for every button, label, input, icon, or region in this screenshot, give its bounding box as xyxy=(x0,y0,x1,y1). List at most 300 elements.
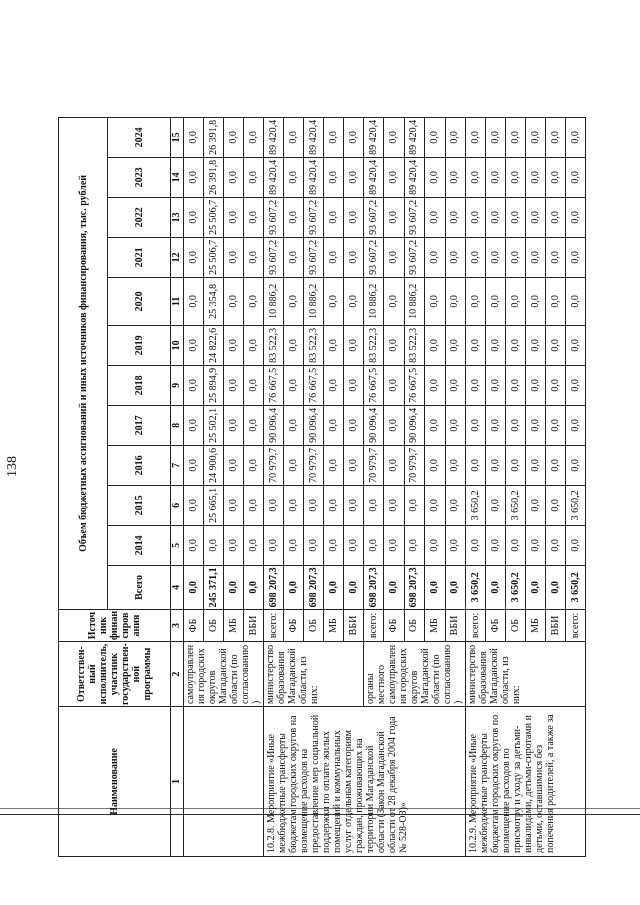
value-cell: 0,0 xyxy=(566,525,586,565)
header-year: 2015 xyxy=(108,485,171,525)
value-cell: 0,0 xyxy=(486,525,506,565)
column-number: 3 xyxy=(171,609,184,641)
value-cell: 0,0 xyxy=(526,117,546,157)
value-cell: 93 607,2 xyxy=(264,197,284,237)
value-cell: 0,0 xyxy=(526,157,546,197)
value-cell: 0,0 xyxy=(384,325,404,365)
value-cell: 89 420,4 xyxy=(304,117,324,157)
header-row xyxy=(59,117,108,856)
value-cell: 0,0 xyxy=(324,325,344,365)
value-cell: 245 371,1 xyxy=(204,565,224,609)
value-cell: 0,0 xyxy=(224,445,244,485)
value-cell: 0,0 xyxy=(526,525,546,565)
value-cell: 0,0 xyxy=(384,197,404,237)
value-cell: 0,0 xyxy=(445,485,465,525)
source-cell: всего: xyxy=(466,609,486,641)
value-cell: 0,0 xyxy=(546,277,566,325)
column-number: 4 xyxy=(171,565,184,609)
value-cell: 698 207,3 xyxy=(304,565,324,609)
value-cell: 0,0 xyxy=(526,485,546,525)
value-cell: 0,0 xyxy=(445,445,465,485)
value-cell: 3 650,2 xyxy=(506,485,526,525)
value-cell: 93 607,2 xyxy=(304,237,324,277)
value-cell: 0,0 xyxy=(324,157,344,197)
value-cell: 0,0 xyxy=(425,365,445,405)
table-row xyxy=(466,117,486,856)
value-cell: 0,0 xyxy=(466,277,486,325)
value-cell: 0,0 xyxy=(264,525,284,565)
value-cell: 0,0 xyxy=(244,565,264,609)
value-cell: 698 207,3 xyxy=(264,565,284,609)
value-cell: 0,0 xyxy=(344,157,364,197)
header-funding: Объем бюджетных ассигнований и иных источников финансирования, тыс. рублей xyxy=(59,117,108,609)
value-cell: 0,0 xyxy=(445,277,465,325)
value-cell: 0,0 xyxy=(284,565,304,609)
value-cell: 0,0 xyxy=(244,485,264,525)
value-cell: 10 886,2 xyxy=(404,277,424,325)
value-cell: 0,0 xyxy=(244,197,264,237)
value-cell: 83 522,3 xyxy=(264,325,284,365)
value-cell: 0,0 xyxy=(506,117,526,157)
source-cell: ОБ xyxy=(404,609,424,641)
value-cell: 25 502,1 xyxy=(204,405,224,445)
value-cell: 0,0 xyxy=(284,237,304,277)
value-cell: 0,0 xyxy=(184,405,204,445)
value-cell: 70 979,7 xyxy=(364,445,384,485)
value-cell: 0,0 xyxy=(466,197,486,237)
value-cell: 0,0 xyxy=(425,325,445,365)
value-cell: 0,0 xyxy=(324,277,344,325)
value-cell: 89 420,4 xyxy=(264,117,284,157)
value-cell: 0,0 xyxy=(284,197,304,237)
value-cell: 0,0 xyxy=(506,197,526,237)
value-cell: 89 420,4 xyxy=(364,117,384,157)
source-cell: ОБ xyxy=(204,609,224,641)
value-cell: 0,0 xyxy=(224,565,244,609)
value-cell: 89 420,4 xyxy=(264,157,284,197)
value-cell: 0,0 xyxy=(324,405,344,445)
value-cell: 0,0 xyxy=(506,277,526,325)
value-cell: 0,0 xyxy=(425,117,445,157)
value-cell: 0,0 xyxy=(284,365,304,405)
value-cell: 0,0 xyxy=(566,445,586,485)
value-cell: 0,0 xyxy=(244,277,264,325)
column-number: 6 xyxy=(171,485,184,525)
value-cell: 0,0 xyxy=(224,157,244,197)
column-number: 12 xyxy=(171,237,184,277)
value-cell: 0,0 xyxy=(264,485,284,525)
value-cell: 0,0 xyxy=(244,405,264,445)
value-cell: 24 900,6 xyxy=(204,445,224,485)
value-cell: 0,0 xyxy=(224,277,244,325)
value-cell: 0,0 xyxy=(344,197,364,237)
value-cell: 0,0 xyxy=(425,405,445,445)
value-cell: 0,0 xyxy=(445,325,465,365)
value-cell: 0,0 xyxy=(425,445,445,485)
value-cell: 0,0 xyxy=(384,157,404,197)
value-cell: 0,0 xyxy=(224,365,244,405)
column-number: 13 xyxy=(171,197,184,237)
value-cell: 0,0 xyxy=(526,445,546,485)
item-name: 10.2.8. Мероприятие «Иные межбюджетные трансферты бюджетам городских округов на возмещение расходов на предоставление мер социальной поддержки по оплате жилых помещений и коммунальных услуг отдельным категориям граждан, проживающих на территории Магаданской области (Закон Магаданской области от 28 декабря 2004 года № 528-ОЗ)» xyxy=(264,707,466,857)
value-cell: 10 886,2 xyxy=(364,277,384,325)
column-number: 2 xyxy=(171,642,184,707)
value-cell: 25 506,7 xyxy=(204,237,224,277)
source-cell: ВБИ xyxy=(244,609,264,641)
value-cell: 93 607,2 xyxy=(364,237,384,277)
value-cell: 0,0 xyxy=(506,525,526,565)
value-cell: 0,0 xyxy=(324,525,344,565)
value-cell: 0,0 xyxy=(546,157,566,197)
header-year: 2023 xyxy=(108,157,171,197)
column-number-row xyxy=(171,117,184,856)
source-cell: всего: xyxy=(264,609,284,641)
value-cell: 93 607,2 xyxy=(404,237,424,277)
value-cell: 0,0 xyxy=(244,525,264,565)
value-cell: 0,0 xyxy=(526,197,546,237)
value-cell: 0,0 xyxy=(546,445,566,485)
value-cell: 0,0 xyxy=(566,277,586,325)
value-cell: 0,0 xyxy=(324,237,344,277)
value-cell: 0,0 xyxy=(284,277,304,325)
value-cell: 0,0 xyxy=(344,277,364,325)
value-cell: 0,0 xyxy=(364,485,384,525)
value-cell: 0,0 xyxy=(324,197,344,237)
value-cell: 93 607,2 xyxy=(264,237,284,277)
value-cell: 25 506,7 xyxy=(204,197,224,237)
value-cell: 0,0 xyxy=(445,157,465,197)
value-cell: 0,0 xyxy=(324,445,344,485)
value-cell: 0,0 xyxy=(566,157,586,197)
item-responsible: органы местного самоуправлен ия городских округов Магаданской области (по согласованию ) xyxy=(364,642,466,707)
value-cell: 0,0 xyxy=(364,525,384,565)
value-cell: 0,0 xyxy=(526,365,546,405)
value-cell: 0,0 xyxy=(384,565,404,609)
value-cell: 90 096,4 xyxy=(264,405,284,445)
value-cell: 89 420,4 xyxy=(304,157,324,197)
value-cell: 0,0 xyxy=(466,365,486,405)
value-cell: 0,0 xyxy=(384,525,404,565)
value-cell: 0,0 xyxy=(344,445,364,485)
table-row xyxy=(264,117,284,856)
value-cell: 3 650,2 xyxy=(506,565,526,609)
value-cell: 0,0 xyxy=(284,485,304,525)
value-cell: 0,0 xyxy=(425,277,445,325)
column-number: 7 xyxy=(171,445,184,485)
value-cell: 0,0 xyxy=(344,237,364,277)
value-cell: 0,0 xyxy=(486,485,506,525)
value-cell: 0,0 xyxy=(546,237,566,277)
value-cell: 0,0 xyxy=(284,445,304,485)
value-cell: 0,0 xyxy=(184,485,204,525)
source-cell: всего: xyxy=(364,609,384,641)
value-cell: 0,0 xyxy=(284,405,304,445)
value-cell: 0,0 xyxy=(546,405,566,445)
value-cell: 0,0 xyxy=(486,197,506,237)
value-cell: 10 886,2 xyxy=(264,277,284,325)
value-cell: 0,0 xyxy=(344,325,364,365)
value-cell: 0,0 xyxy=(384,485,404,525)
header-source: Источ ник финан сиров ания xyxy=(59,609,171,641)
item-name xyxy=(184,707,264,857)
source-cell: ОБ xyxy=(304,609,324,641)
value-cell: 0,0 xyxy=(244,157,264,197)
value-cell: 0,0 xyxy=(526,325,546,365)
source-cell: ВБИ xyxy=(445,609,465,641)
value-cell: 0,0 xyxy=(506,405,526,445)
value-cell: 0,0 xyxy=(566,237,586,277)
value-cell: 0,0 xyxy=(466,157,486,197)
header-year: 2016 xyxy=(108,445,171,485)
source-cell: МБ xyxy=(324,609,344,641)
value-cell: 0,0 xyxy=(184,365,204,405)
header-year: 2014 xyxy=(108,525,171,565)
value-cell: 0,0 xyxy=(244,237,264,277)
value-cell: 0,0 xyxy=(404,485,424,525)
source-cell: ФБ xyxy=(184,609,204,641)
value-cell: 3 650,2 xyxy=(566,485,586,525)
value-cell: 0,0 xyxy=(486,445,506,485)
value-cell: 76 667,5 xyxy=(364,365,384,405)
value-cell: 0,0 xyxy=(425,525,445,565)
value-cell: 93 607,2 xyxy=(304,197,324,237)
column-number: 9 xyxy=(171,365,184,405)
header-year: 2024 xyxy=(108,117,171,157)
value-cell: 0,0 xyxy=(184,445,204,485)
value-cell: 10 886,2 xyxy=(304,277,324,325)
value-cell: 0,0 xyxy=(304,485,324,525)
item-responsible: министерство образования Магаданской области, из них: xyxy=(264,642,364,707)
value-cell: 0,0 xyxy=(404,525,424,565)
value-cell: 0,0 xyxy=(224,405,244,445)
value-cell: 26 391,8 xyxy=(204,157,224,197)
source-cell: ФБ xyxy=(284,609,304,641)
value-cell: 0,0 xyxy=(425,197,445,237)
value-cell: 83 522,3 xyxy=(404,325,424,365)
value-cell: 70 979,7 xyxy=(404,445,424,485)
value-cell: 93 607,2 xyxy=(404,197,424,237)
source-cell: ОБ xyxy=(506,609,526,641)
header-name: Наименование xyxy=(59,707,171,857)
value-cell: 0,0 xyxy=(344,525,364,565)
value-cell: 0,0 xyxy=(546,325,566,365)
value-cell: 0,0 xyxy=(486,277,506,325)
item-responsible: министерство образования Магаданской области, из них: xyxy=(466,642,586,707)
column-number: 15 xyxy=(171,117,184,157)
value-cell: 76 667,5 xyxy=(264,365,284,405)
value-cell: 0,0 xyxy=(445,525,465,565)
value-cell: 0,0 xyxy=(466,445,486,485)
value-cell: 0,0 xyxy=(184,525,204,565)
value-cell: 0,0 xyxy=(384,277,404,325)
value-cell: 0,0 xyxy=(546,485,566,525)
value-cell: 0,0 xyxy=(284,525,304,565)
value-cell: 25 665,1 xyxy=(204,485,224,525)
value-cell: 0,0 xyxy=(566,365,586,405)
value-cell: 0,0 xyxy=(184,565,204,609)
value-cell: 0,0 xyxy=(284,325,304,365)
value-cell: 0,0 xyxy=(546,525,566,565)
value-cell: 93 607,2 xyxy=(364,197,384,237)
value-cell: 0,0 xyxy=(546,197,566,237)
value-cell: 698 207,3 xyxy=(404,565,424,609)
value-cell: 0,0 xyxy=(445,237,465,277)
value-cell: 70 979,7 xyxy=(264,445,284,485)
source-cell: ВБИ xyxy=(546,609,566,641)
value-cell: 90 096,4 xyxy=(364,405,384,445)
value-cell: 0,0 xyxy=(546,565,566,609)
value-cell: 0,0 xyxy=(445,197,465,237)
value-cell: 0,0 xyxy=(445,117,465,157)
value-cell: 0,0 xyxy=(344,565,364,609)
value-cell: 0,0 xyxy=(526,405,546,445)
table-row xyxy=(184,117,204,856)
value-cell: 0,0 xyxy=(384,237,404,277)
value-cell: 0,0 xyxy=(184,325,204,365)
value-cell: 0,0 xyxy=(244,445,264,485)
value-cell: 0,0 xyxy=(184,157,204,197)
value-cell: 0,0 xyxy=(384,405,404,445)
header-year: 2020 xyxy=(108,277,171,325)
value-cell: 0,0 xyxy=(466,405,486,445)
header-year: 2017 xyxy=(108,405,171,445)
value-cell: 25 354,8 xyxy=(204,277,224,325)
value-cell: 76 667,5 xyxy=(304,365,324,405)
value-cell: 0,0 xyxy=(324,485,344,525)
value-cell: 89 420,4 xyxy=(404,157,424,197)
value-cell: 0,0 xyxy=(344,117,364,157)
value-cell: 0,0 xyxy=(284,117,304,157)
value-cell: 0,0 xyxy=(425,485,445,525)
source-cell: МБ xyxy=(224,609,244,641)
value-cell: 0,0 xyxy=(526,237,546,277)
value-cell: 0,0 xyxy=(244,325,264,365)
value-cell: 3 650,2 xyxy=(466,565,486,609)
value-cell: 0,0 xyxy=(445,565,465,609)
value-cell: 0,0 xyxy=(324,565,344,609)
item-name: 10.2.9. Мероприятие «Иные межбюджетные трансферты бюджетам городских округов по возмещение расходов по присмотру и уходу за детьми-инвалидами, детьми-сиротами и детьми, оставшимися без попечения родителей, а также за xyxy=(466,707,586,857)
value-cell: 0,0 xyxy=(224,325,244,365)
value-cell: 25 894,9 xyxy=(204,365,224,405)
value-cell: 0,0 xyxy=(184,277,204,325)
value-cell: 0,0 xyxy=(224,117,244,157)
value-cell: 0,0 xyxy=(184,237,204,277)
funding-table xyxy=(58,117,586,857)
header-year: 2022 xyxy=(108,197,171,237)
source-cell: МБ xyxy=(425,609,445,641)
value-cell: 0,0 xyxy=(244,365,264,405)
value-cell: 0,0 xyxy=(566,197,586,237)
header-responsible: Ответствен-ный исполнитель, участник государствен-ной программы xyxy=(59,642,171,707)
value-cell: 0,0 xyxy=(224,237,244,277)
value-cell: 0,0 xyxy=(486,117,506,157)
value-cell: 0,0 xyxy=(224,525,244,565)
value-cell: 698 207,3 xyxy=(364,565,384,609)
source-cell: ФБ xyxy=(486,609,506,641)
column-number: 5 xyxy=(171,525,184,565)
value-cell: 0,0 xyxy=(204,525,224,565)
value-cell: 0,0 xyxy=(546,117,566,157)
value-cell: 89 420,4 xyxy=(364,157,384,197)
value-cell: 0,0 xyxy=(486,237,506,277)
value-cell: 0,0 xyxy=(506,325,526,365)
header-year: 2021 xyxy=(108,237,171,277)
value-cell: 0,0 xyxy=(486,325,506,365)
value-cell: 89 420,4 xyxy=(404,117,424,157)
source-cell: всего: xyxy=(566,609,586,641)
value-cell: 0,0 xyxy=(526,565,546,609)
column-number: 10 xyxy=(171,325,184,365)
value-cell: 0,0 xyxy=(566,325,586,365)
value-cell: 90 096,4 xyxy=(404,405,424,445)
value-cell: 0,0 xyxy=(506,157,526,197)
value-cell: 3 650,2 xyxy=(566,565,586,609)
value-cell: 0,0 xyxy=(344,485,364,525)
column-number: 8 xyxy=(171,405,184,445)
value-cell: 83 522,3 xyxy=(304,325,324,365)
source-cell: ФБ xyxy=(384,609,404,641)
value-cell: 0,0 xyxy=(284,157,304,197)
value-cell: 0,0 xyxy=(506,445,526,485)
value-cell: 0,0 xyxy=(184,197,204,237)
column-number: 14 xyxy=(171,157,184,197)
item-responsible: самоуправлен ия городских округов Магаданской области (по согласованию ) xyxy=(184,642,264,707)
value-cell: 76 667,5 xyxy=(404,365,424,405)
value-cell: 70 979,7 xyxy=(304,445,324,485)
value-cell: 0,0 xyxy=(486,565,506,609)
value-cell: 0,0 xyxy=(445,365,465,405)
value-cell: 0,0 xyxy=(304,525,324,565)
value-cell: 83 522,3 xyxy=(364,325,384,365)
value-cell: 0,0 xyxy=(384,365,404,405)
value-cell: 0,0 xyxy=(546,365,566,405)
value-cell: 0,0 xyxy=(506,365,526,405)
value-cell: 0,0 xyxy=(466,237,486,277)
value-cell: 3 650,2 xyxy=(466,485,486,525)
value-cell: 0,0 xyxy=(425,565,445,609)
column-number: 11 xyxy=(171,277,184,325)
source-cell: ВБИ xyxy=(344,609,364,641)
value-cell: 0,0 xyxy=(486,365,506,405)
value-cell: 0,0 xyxy=(566,405,586,445)
value-cell: 0,0 xyxy=(384,445,404,485)
value-cell: 0,0 xyxy=(425,157,445,197)
value-cell: 0,0 xyxy=(324,365,344,405)
value-cell: 26 391,8 xyxy=(204,117,224,157)
value-cell: 0,0 xyxy=(224,197,244,237)
value-cell: 0,0 xyxy=(486,405,506,445)
value-cell: 0,0 xyxy=(445,405,465,445)
value-cell: 0,0 xyxy=(466,525,486,565)
value-cell: 0,0 xyxy=(344,405,364,445)
value-cell: 0,0 xyxy=(244,117,264,157)
value-cell: 0,0 xyxy=(425,237,445,277)
value-cell: 0,0 xyxy=(506,237,526,277)
value-cell: 24 822,6 xyxy=(204,325,224,365)
value-cell: 0,0 xyxy=(526,277,546,325)
value-cell: 0,0 xyxy=(466,117,486,157)
source-cell: МБ xyxy=(526,609,546,641)
value-cell: 0,0 xyxy=(184,117,204,157)
value-cell: 90 096,4 xyxy=(304,405,324,445)
value-cell: 0,0 xyxy=(384,117,404,157)
value-cell: 0,0 xyxy=(466,325,486,365)
value-cell: 0,0 xyxy=(224,485,244,525)
page-number: 138 xyxy=(5,456,20,477)
header-year: 2018 xyxy=(108,365,171,405)
header-year: Всего xyxy=(108,565,171,609)
value-cell: 0,0 xyxy=(486,157,506,197)
